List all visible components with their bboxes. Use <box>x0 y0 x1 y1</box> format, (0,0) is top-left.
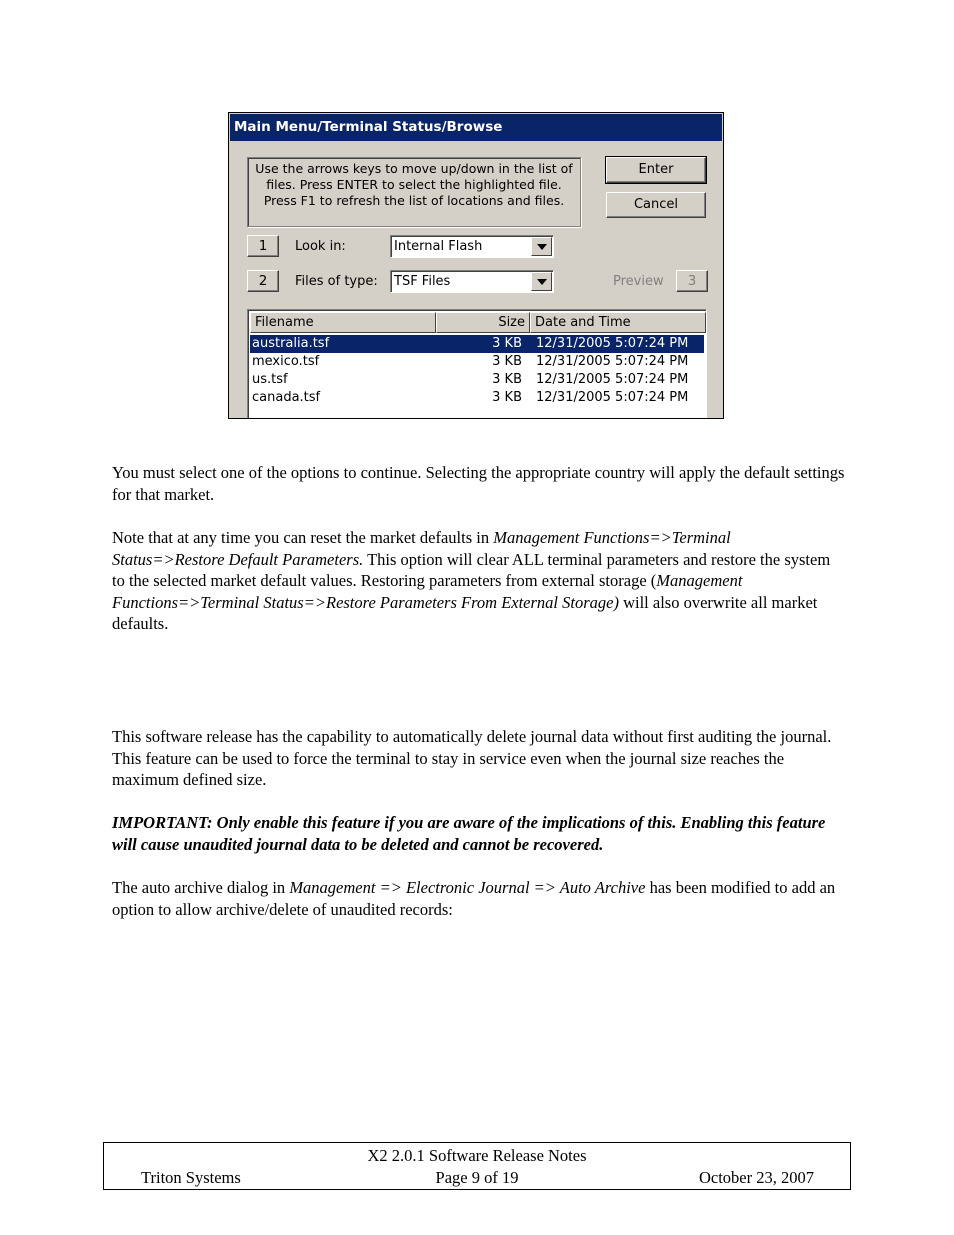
date-cell: 12/31/2005 5:07:24 PM <box>536 390 689 405</box>
footer-document-title: X2 2.0.1 Software Release Notes <box>367 1146 587 1165</box>
footer-date: October 23, 2007 <box>698 1168 814 1187</box>
menu-path: Management Functions=>Terminal Status=>Restore Default Parameters. <box>112 528 731 569</box>
dialog-title-bar: Main Menu/Terminal Status/Browse <box>230 114 722 141</box>
menu-path: Management Functions=>Terminal Status=>Restore Parameters From External Storage) <box>112 571 743 612</box>
size-cell: 3 KB <box>492 390 522 405</box>
look-in-shortcut-button[interactable]: 1 <box>247 235 279 257</box>
chevron-down-icon[interactable] <box>531 272 552 291</box>
menu-path: Management => Electronic Journal => Auto Archive <box>289 878 646 897</box>
table-row[interactable] <box>250 353 704 371</box>
look-in-select[interactable] <box>390 235 554 258</box>
text: will also overwrite all market defaults. <box>112 592 818 634</box>
file-list-header <box>250 312 704 333</box>
chevron-down-icon[interactable] <box>531 237 552 256</box>
paragraph-auto-archive <box>112 877 847 920</box>
filename-cell: canada.tsf <box>252 390 321 405</box>
file-list[interactable] <box>247 309 707 419</box>
text: has been modified to add an option to allow archive/delete of unaudited records: <box>112 878 836 919</box>
files-of-type-value: TSF Files <box>394 274 451 289</box>
column-header-size[interactable]: Size <box>436 312 530 333</box>
look-in-label: Look in: <box>295 239 346 254</box>
browse-dialog-screenshot <box>228 112 724 419</box>
files-of-type-shortcut-button[interactable]: 2 <box>247 270 279 292</box>
text: Note that at any time you can reset the market defaults in <box>112 528 494 547</box>
files-of-type-label: Files of type: <box>295 274 378 289</box>
important-warning: IMPORTANT: Only enable this feature if you are aware of the implications of this. Enabling this feature will cause unaudited journal data to be deleted and cannot be recovered. <box>112 813 826 854</box>
footer-page-number: Page 9 of 19 <box>435 1168 519 1187</box>
text: This option will clear ALL terminal parameters and restore the system to the selected market default values. Restoring parameters from external storage ( <box>112 549 831 591</box>
column-header-filename[interactable]: Filename <box>250 312 436 333</box>
filename-cell: us.tsf <box>252 372 288 387</box>
enter-button[interactable]: Enter <box>606 157 706 183</box>
look-in-value: Internal Flash <box>394 239 483 254</box>
table-row[interactable] <box>250 371 704 389</box>
table-row[interactable] <box>250 335 704 353</box>
paragraph-reset-defaults <box>112 527 847 635</box>
date-cell: 12/31/2005 5:07:24 PM <box>536 372 689 387</box>
size-cell: 3 KB <box>492 354 522 369</box>
date-cell: 12/31/2005 5:07:24 PM <box>536 336 689 351</box>
instructions-box: Use the arrows keys to move up/down in the list of files. Press ENTER to select the highlighted file. Press F1 to refresh the list of locations and files. <box>247 157 581 227</box>
size-cell: 3 KB <box>492 336 522 351</box>
cancel-button[interactable]: Cancel <box>606 192 706 218</box>
size-cell: 3 KB <box>492 372 522 387</box>
files-of-type-select[interactable] <box>390 270 554 293</box>
paragraph-select-option: You must select one of the options to continue. Selecting the appropriate country will apply the default settings for that market. <box>112 463 845 504</box>
column-header-date[interactable]: Date and Time <box>530 312 706 333</box>
page-footer <box>103 1142 851 1190</box>
date-cell: 12/31/2005 5:07:24 PM <box>536 354 689 369</box>
filename-cell: australia.tsf <box>252 336 330 351</box>
filename-cell: mexico.tsf <box>252 354 320 369</box>
preview-button[interactable]: 3 <box>676 270 708 292</box>
preview-label: Preview <box>613 274 664 289</box>
text: The auto archive dialog in <box>112 878 290 897</box>
table-row[interactable] <box>250 389 704 407</box>
paragraph-auto-delete: This software release has the capability to automatically delete journal data without first auditing the journal. This feature can be used to force the terminal to stay in service even when the journal size reaches the maximum defined size. <box>112 727 832 790</box>
footer-company: Triton Systems <box>141 1168 241 1187</box>
